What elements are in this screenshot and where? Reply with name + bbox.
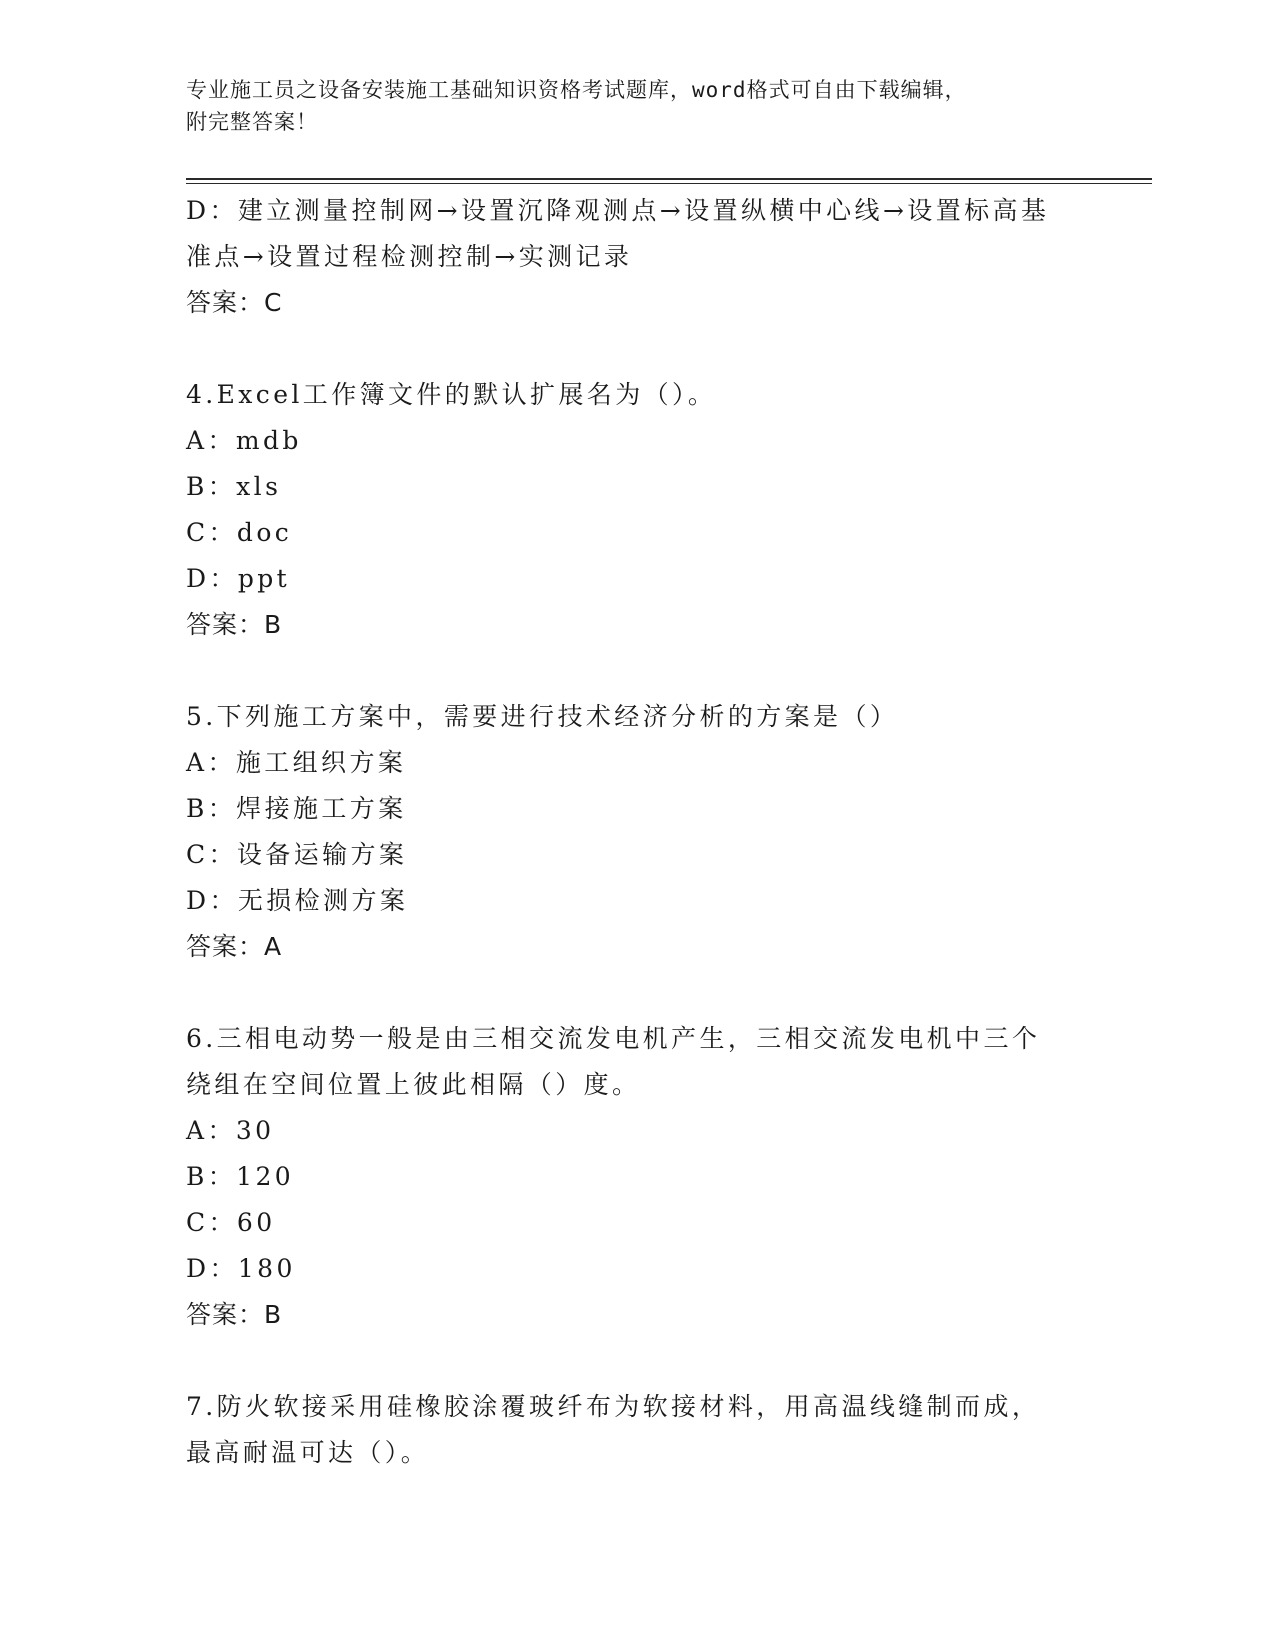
- question-6-option-a: A：30: [186, 1116, 275, 1145]
- answer-4: 答案：B: [186, 610, 283, 639]
- question-5: [186, 694, 1086, 970]
- answer-6: 答案：B: [186, 1300, 283, 1329]
- header-divider: [186, 178, 1152, 180]
- question-6-option-b: B：120: [186, 1162, 295, 1191]
- answer-5: 答案：A: [186, 932, 283, 961]
- question-5-option-a: A：施工组织方案: [186, 748, 407, 777]
- option-d-line-1: D：建立测量控制网→设置沉降观测点→设置纵横中心线→设置标高基: [186, 196, 1050, 225]
- question-4-option-b: B：xls: [186, 472, 282, 501]
- spacer: [186, 970, 1086, 1016]
- page-header: [186, 74, 1086, 138]
- question-4-option-d: D：ppt: [186, 564, 291, 593]
- question-5-text: 5.下列施工方案中，需要进行技术经济分析的方案是（）: [186, 702, 899, 731]
- answer-3: 答案：C: [186, 288, 283, 317]
- header-divider-thin: [186, 183, 1152, 184]
- question-6-option-c: C：60: [186, 1208, 276, 1237]
- question-6: [186, 1016, 1086, 1338]
- question-5-option-d: D：无损检测方案: [186, 886, 409, 915]
- spacer: [186, 1338, 1086, 1384]
- question-6-text-line-2: 绕组在空间位置上彼此相隔（）度。: [186, 1070, 641, 1099]
- question-7-text-line-2: 最高耐温可达（）。: [186, 1438, 430, 1467]
- question-4: [186, 372, 1086, 648]
- spacer: [186, 326, 1086, 372]
- question-3-tail: [186, 188, 1086, 326]
- header-line-2: 附完整答案！: [186, 110, 318, 134]
- question-7: [186, 1384, 1086, 1476]
- header-line-1: 专业施工员之设备安装施工基础知识资格考试题库，word格式可自由下载编辑，: [186, 78, 967, 102]
- question-5-option-c: C：设备运输方案: [186, 840, 408, 869]
- question-5-option-b: B：焊接施工方案: [186, 794, 407, 823]
- question-list: [186, 188, 1086, 1476]
- question-6-text-line-1: 6.三相电动势一般是由三相交流发电机产生，三相交流发电机中三个: [186, 1024, 1041, 1053]
- question-4-text: 4.Excel工作簿文件的默认扩展名为（）。: [186, 380, 717, 409]
- question-4-option-a: A：mdb: [186, 426, 302, 455]
- question-7-text-line-1: 7.防火软接采用硅橡胶涂覆玻纤布为软接材料，用高温线缝制而成，: [186, 1392, 1041, 1421]
- question-4-option-c: C：doc: [186, 518, 293, 547]
- spacer: [186, 648, 1086, 694]
- option-d-line-2: 准点→设置过程检测控制→实测记录: [186, 242, 633, 271]
- question-6-option-d: D：180: [186, 1254, 296, 1283]
